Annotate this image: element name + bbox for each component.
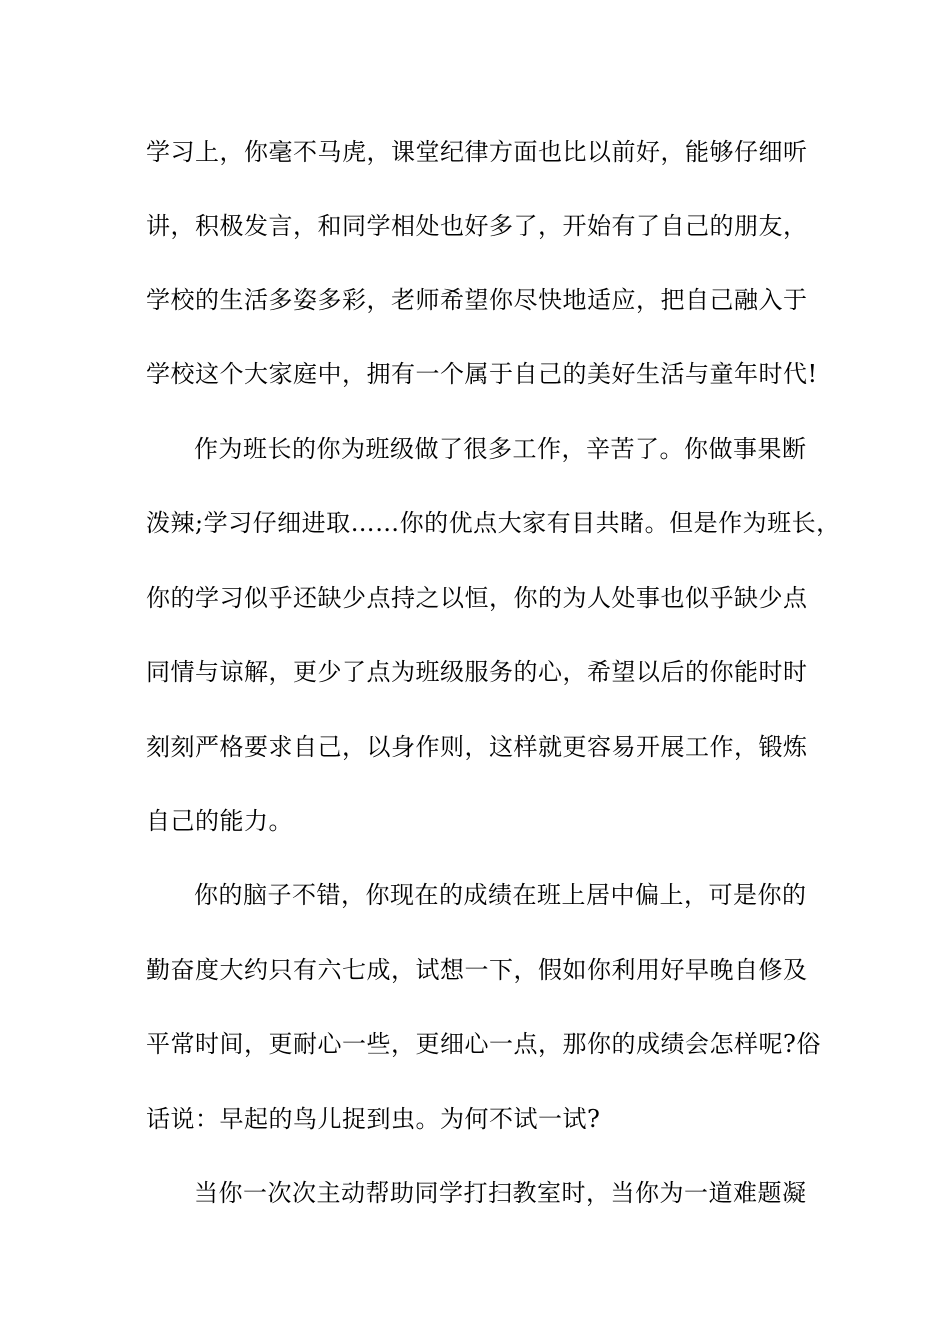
text-line: 刻刻严格要求自己，以身作则，这样就更容易开展工作，锻炼 — [146, 733, 808, 761]
text-line: 你的学习似乎还缺少点持之以恒，你的为人处事也似乎缺少点 — [146, 584, 808, 612]
text-line: 学习上，你毫不马虎，课堂纪律方面也比以前好，能够仔细听 — [146, 138, 808, 166]
text-line: 自己的能力。 — [146, 807, 293, 835]
text-line: 勤奋度大约只有六七成，试想一下，假如你利用好早晚自修及 — [146, 956, 808, 984]
paragraph-first-line: 你的脑子不错，你现在的成绩在班上居中偏上，可是你的 — [194, 881, 807, 909]
text-line: 泼辣;学习仔细进取……你的优点大家有目共睹。但是作为班长， — [146, 509, 841, 537]
text-line: 学校的生活多姿多彩，老师希望你尽快地适应，把自己融入于 — [146, 286, 808, 314]
text-line: 讲，积极发言，和同学相处也好多了，开始有了自己的朋友， — [146, 212, 808, 240]
paragraph-first-line: 作为班长的你为班级做了很多工作，辛苦了。你做事果断 — [194, 435, 807, 463]
paragraph-first-line: 当你一次次主动帮助同学打扫教室时，当你为一道难题凝 — [194, 1179, 807, 1207]
text-line: 学校这个大家庭中，拥有一个属于自己的美好生活与童年时代! — [146, 360, 818, 388]
text-line: 平常时间，更耐心一些，更细心一点，那你的成绩会怎样呢?俗 — [146, 1030, 821, 1058]
text-line: 话说：早起的鸟儿捉到虫。为何不试一试? — [146, 1105, 601, 1133]
text-line: 同情与谅解，更少了点为班级服务的心，希望以后的你能时时 — [146, 658, 808, 686]
